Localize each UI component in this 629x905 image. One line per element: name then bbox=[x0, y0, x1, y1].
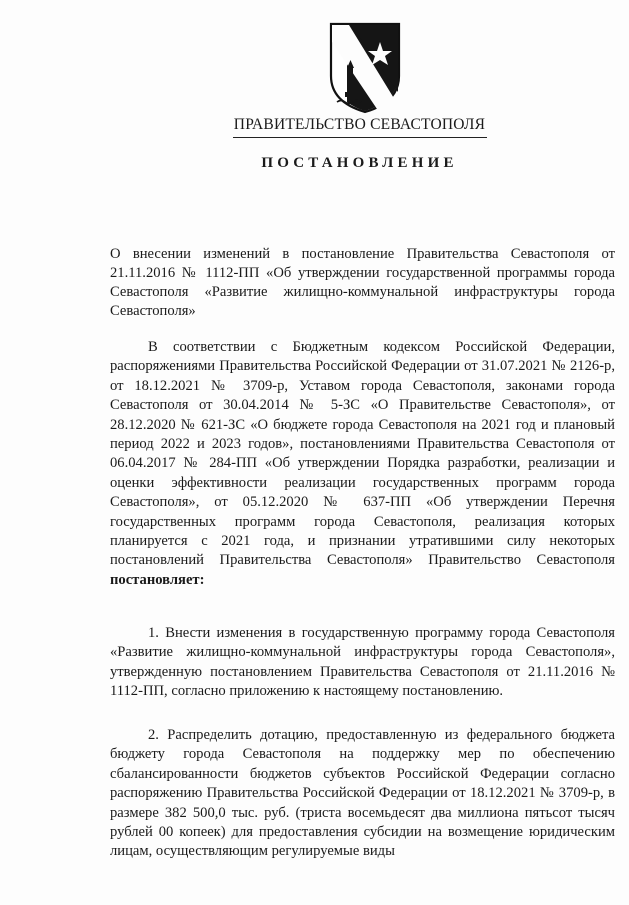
document-subject: О внесении изменений в постановление Правительства Севастополя от 21.11.2016 № 1112-ПП «Об утверждении государственной программы города Севастополя «Развитие жилищно-коммунальной инфраструктуры города Севастополя» bbox=[110, 246, 615, 319]
preamble-text: В соответствии с Бюджетным кодексом Российской Федерации, распоряжениями Правительства Российской Федерации от 31.07.2021 № 2126-р, от 18.12.2021 № 3709-р, Уставом города Севастополя, законами города Севастополя от 30.04.2014 № 5-ЗС «О Правительстве Севастополя», от 28.12.2020 № 621-ЗС «О бюджете города Севастополя на 2021 год и плановый период 2022 и 2023 годов», постановлениями Правительства Севастополя от 06.04.2017 № 284-ПП «Об утверждении Порядка разработки, реализации и оценки эффективности реализации государственных программ города Севастополя», от 05.12.2020 № 637-ПП «Об утверждении Перечня государственных программ города Севастополя, реализация которых планируется с 2021 года, и признании утратившими силу некоторых постановлений Правительства Севастополя» Правительство Севастополя bbox=[110, 339, 615, 569]
preamble-paragraph bbox=[110, 338, 615, 590]
decree-word: постановляет: bbox=[110, 571, 205, 588]
clause-2: 2. Распределить дотацию, предоставленную из федерального бюджета бюджету города Севастополя на поддержку мер по обеспечению сбалансированности бюджетов субъектов Российской Федерации согласно распоряжению Правительства Российской Федерации от 18.12.2021 № 3709-р, в размере 382 500,0 тыс. руб. (триста восемьдесят два миллиона пятьсот тысяч рублей 00 копеек) для предоставления субсидии на возмещение юридическим лицам, осуществляющим регулируемые виды bbox=[110, 727, 615, 860]
sevastopol-coat-of-arms-icon bbox=[325, 22, 405, 114]
document-type-title: ПОСТАНОВЛЕНИЕ bbox=[261, 155, 458, 171]
header-divider bbox=[233, 137, 487, 138]
clause-1: 1. Внести изменения в государственную программу города Севастополя «Развитие жилищно-коммунальной инфраструктуры города Севастополя», утвержденную постановлением Правительства Севастополя от 21.11.2016 № 1112-ПП, согласно приложению к настоящему постановлению. bbox=[110, 625, 615, 700]
government-name: ПРАВИТЕЛЬСТВО СЕВАСТОПОЛЯ bbox=[233, 116, 486, 133]
